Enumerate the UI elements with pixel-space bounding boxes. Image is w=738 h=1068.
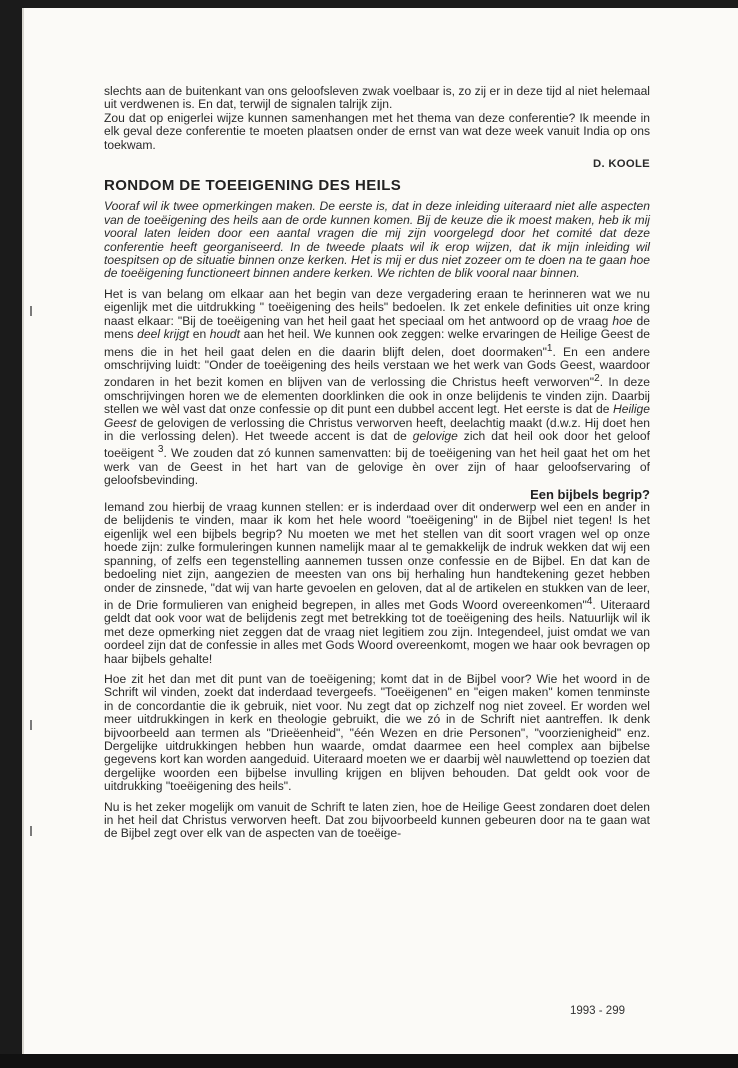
article-title: RONDOM DE TOEEIGENING DES HEILS xyxy=(104,177,402,195)
opening-paragraph-2: Zou dat op enigerlei wijze kunnen samenhangen met het thema van deze conferentie? Ik meende in elk geval deze conferentie te moeten plaatsen onder de ernst van wat deze week vanuit India op ons toekwam. xyxy=(104,110,650,152)
footnote-ref: 1 xyxy=(546,342,553,354)
footnote-ref: 3 xyxy=(157,444,164,456)
footnote-ref: 2 xyxy=(594,373,600,385)
margin-mark xyxy=(30,306,32,316)
page-number: 1993 - 299 xyxy=(570,1005,625,1017)
section-subheading: Een bijbels begrip? xyxy=(530,486,650,502)
opening-paragraph: slechts aan de buitenkant van ons geloofsleven zwak voelbaar is, zo zij er in deze tijd al niet helemaal uit verdwenen is. En dat, terwijl de signalen talrijk zijn. xyxy=(104,84,650,112)
body-paragraph-3: Hoe zit het dan met dit punt van de toeëigening; komt dat in de Bijbel voor? Wie het woord in de Schrift wil vinden, zoekt dat inderdaad tevergeefs. "Toeëigenen" en "eigen maken" komen tenminste in de concordantie die ik gebruik, niet voor. Nu zegt dat op zichzelf nog niet zoveel. Er worden wel meer uitdrukkingen in kerk en theologie gebruikt, die we zó in de Schrift niet aantreffen. Ik denk bijvoorbeeld aan termen als "Drieëenheid", "één Wezen en drie Personen", "voorzienigheid" enz. Dergelijke uitdrukkingen hebben hun waarde, omdat daarmee een heel complex aan bijbelse gegevens kort kan worden aangeduid. Uiteraard moeten we er daarbij wèl nauwlettend op toezien dat dergelijke woorden een bijbelse invulling krijgen en blijven behouden. Dat geldt ook voor de uitdrukking "toeëigening des heils". xyxy=(104,671,650,794)
author-signature: D. KOOLE xyxy=(592,158,650,171)
article-body xyxy=(104,85,650,841)
scan-edge xyxy=(0,1054,738,1068)
intro-paragraph: Vooraf wil ik twee opmerkingen maken. De eerste is, dat in deze inleiding uiteraard niet alle aspecten van de toeëigening des heils aan de orde kunnen komen. Bij de keuze die ik moest maken, heb ik mij vooral laten leiden door een aantal vragen die mij zijn voorgelegd door het comité dat deze conferentie heeft georganiseerd. In de tweede plaats wil ik erop wijzen, dat ik mijn inleiding wil toespitsen op de situatie binnen onze kerken. Het is mij er dus niet zozeer om te doen na te gaan hoe de toeëigening functioneert binnen andere kerken. We richten de blik vooral naar binnen. xyxy=(104,199,650,281)
margin-mark xyxy=(30,826,32,836)
footnote-ref: 4 xyxy=(586,595,593,607)
document-page xyxy=(22,8,738,1054)
body-paragraph-1: Het is van belang om elkaar aan het begin van deze vergadering eraan te herinneren wat we nu eigenlijk met die uitdrukking " toeëigening des heils" bedoelen. Ik zet enkele definities uit onze kring naast elkaar: "Bij de toeëigening van het heil gaat het speciaal om het antwoord op de vraag hoe de mens deel krijgt en houdt aan het heil. We kunnen ook zeggen: welke ervaringen de Heilige Geest de mens die in het heil gaat delen en die daarin blijft delen, doet doormaken"$^1$. En een andere omschrijving luidt: "Onder de toeëigening des heils verstaan we het werk van Gods Geest, waardoor zondaren in het bezit komen en blijven van de verlossing die Christus heeft verworven"$^2$. In deze omschrijvingen horen we de elementen doorklinken die ook in onze belijdenis te vinden zijn. Daarbij stellen we wèl vast dat onze confessie op dit punt een dubbel accent legt. Het eerste is dat de Heilige Geest de gelovigen de verlossing die Christus verworven heeft, deelachtig maakt (d.w.z. Hij doet hen in die verlossing delen). Het tweede accent is dat de gelovige zich dat heil ook door het geloof toeëigent $^3$. We zouden dat zó kunnen samenvatten: bij de toeëigening van het heil gaat het om het werk van de Geest in het hart van de gelovige èn over zijn of haar geloofservaring of geloofsbevinding. xyxy=(104,286,651,488)
margin-mark xyxy=(30,720,32,730)
body-paragraph-4: Nu is het zeker mogelijk om vanuit de Schrift te laten zien, hoe de Heilige Geest zondaren doet delen in het heil dat Christus verworven heeft. Dat zou bijvoorbeeld kunnen gebeuren door na te gaan wat de Bijbel zegt over elk van de aspecten van de toeëige- xyxy=(104,799,650,841)
body-paragraph-2: Iemand zou hierbij de vraag kunnen stellen: er is inderdaad over dit onderwerp wel een en ander in de belijdenis te vinden, maar ik kom het hele woord "toeëigening" in de Bijbel niet tegen! Is het eigenlijk wel een bijbels begrip? Nu moeten we met het stellen van dit soort vragen wel op onze hoede zijn: zulke formuleringen kunnen namelijk maar al te gemakkelijk de indruk wekken dat wij een spanning, of zelfs een tegenstelling aannemen tussen onze confessie en de Bijbel. En dat kan de bedoeling niet zijn, aangezien de meesten van ons bij herhaling hun handtekening gezet hebben onder de zinsnede, "dat wij van harte gevoelen en geloven, dat al de artikelen en stukken van de leer, in de Drie formulieren van enigheid begrepen, in alles met Gods Woord overeenkomen"$^4$. Uiteraard geldt dat ook voor wat de belijdenis zegt met betrekking tot de toeëigening des heils. Natuurlijk wil ik met deze opmerking niet zeggen dat de vraag niet legitiem zou zijn. Integendeel, juist omdat we van oordeel zijn dat de confessie in alles met Gods Woord overeenkomt, mogen we haar ook bevragen op haar bijbels gehalte! xyxy=(104,500,650,666)
